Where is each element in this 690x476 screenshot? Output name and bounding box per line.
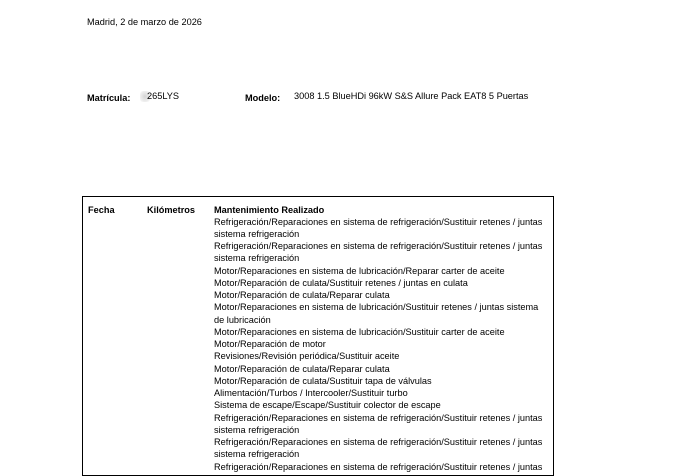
maintenance-line: Motor/Reparación de culata/Reparar culata: [214, 363, 390, 374]
model-value: 3008 1.5 BlueHDi 96kW S&S Allure Pack EAT8 5 Puertas: [294, 91, 529, 101]
maintenance-line: sistema refrigeración: [214, 449, 300, 460]
maintenance-line: Alimentación/Turbos / Intercooler/Sustituir turbo: [214, 388, 408, 398]
maintenance-line: Motor/Reparaciones en sistema de lubricación/Reparar carter de aceite: [214, 265, 505, 276]
maintenance-line: sistema refrigeración: [214, 228, 300, 239]
maintenance-line: Refrigeración/Reparaciones en sistema de refrigeración/Sustituir retenes / juntas: [214, 241, 543, 251]
column-header-km: Kilómetros: [147, 205, 195, 215]
maintenance-line: Refrigeración/Reparaciones en sistema de refrigeración/Sustituir retenes / juntas: [214, 437, 543, 447]
plate-value: 265LYS: [147, 91, 180, 101]
maintenance-line: sistema refrigeración: [214, 253, 300, 264]
maintenance-line: Sistema de escape/Escape/Sustituir colector de escape: [214, 400, 441, 411]
maintenance-line: Motor/Reparación de culata/Sustituir tapa de válvulas: [214, 375, 432, 386]
maintenance-line: Motor/Reparaciones en sistema de lubricación/Sustituir retenes / juntas sistema: [214, 302, 539, 313]
maintenance-line: Motor/Reparación de culata/Sustituir retenes / juntas en culata: [214, 277, 468, 288]
maintenance-line: Motor/Reparación de culata/Reparar culata: [214, 290, 390, 300]
maintenance-list: [214, 216, 549, 473]
maintenance-line: Motor/Reparación de motor: [214, 339, 326, 349]
column-header-maintenance: Mantenimiento Realizado: [214, 205, 325, 215]
maintenance-line: Refrigeración/Reparaciones en sistema de refrigeración/Sustituir retenes / juntas: [214, 412, 543, 423]
maintenance-line: Refrigeración/Reparaciones en sistema de refrigeración/Sustituir retenes / juntas: [214, 461, 543, 472]
column-header-date: Fecha: [88, 205, 115, 215]
maintenance-line: Refrigeración/Reparaciones en sistema de refrigeración/Sustituir retenes / juntas: [214, 216, 543, 227]
maintenance-line: Revisiones/Revisión periódica/Sustituir aceite: [214, 351, 400, 362]
maintenance-line: Motor/Reparaciones en sistema de lubricación/Sustituir carter de aceite: [214, 326, 505, 337]
plate-label: Matrícula:: [87, 93, 131, 103]
maintenance-line: de lubricación: [214, 314, 271, 325]
model-label: Modelo:: [245, 93, 281, 103]
maintenance-line: sistema refrigeración: [214, 424, 300, 435]
maintenance-table: [82, 196, 554, 476]
document-date: Madrid, 2 de marzo de 2026: [87, 17, 202, 27]
